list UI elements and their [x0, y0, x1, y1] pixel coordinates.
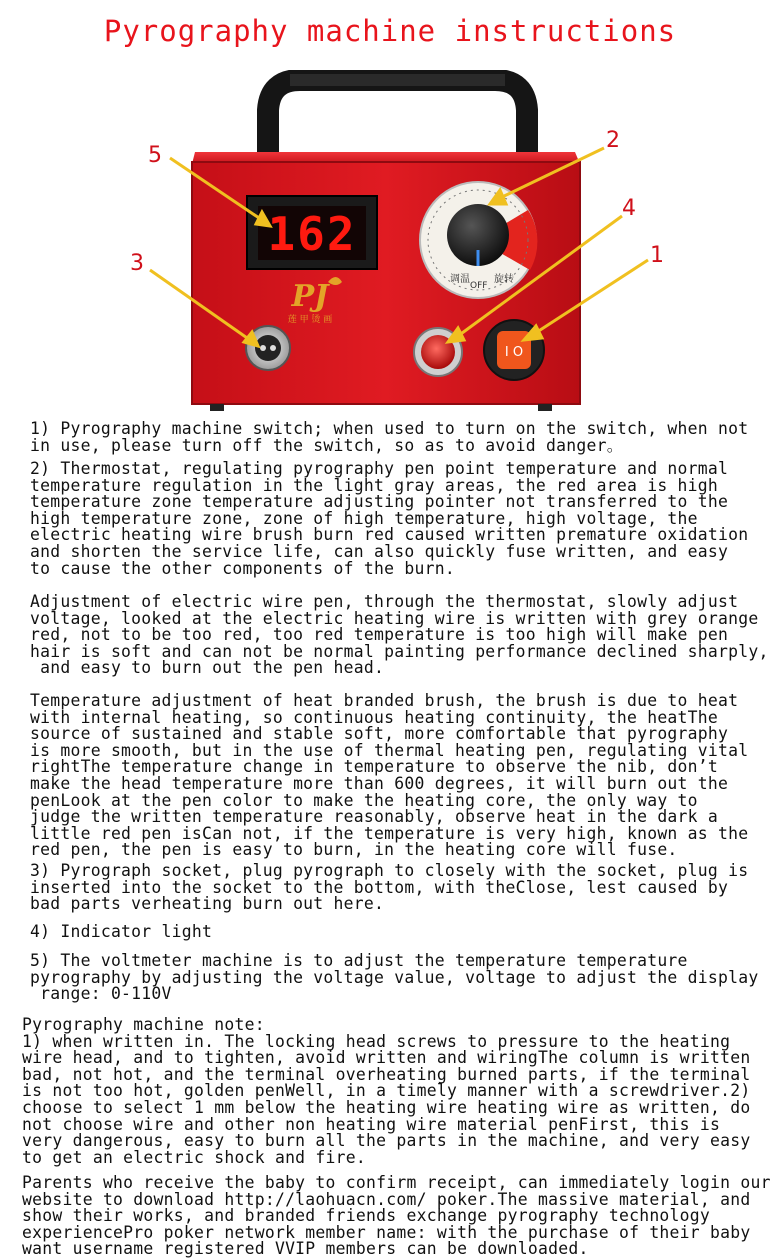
callout-number-1: 1: [650, 243, 664, 268]
paragraph-download-notice: Parents who receive the baby to confirm receipt, can immediately login our website to download http://laohuacn.com/ poker.The massive material, and show their works, and branded friends exchange pyrography technology experiencePro poker network member name: with the purchase of their baby want username registered VVIP members can be downloaded.: [22, 1173, 771, 1258]
callout-number-2: 2: [606, 128, 620, 153]
logo-subtext: 莲 甲 烫 画: [287, 315, 333, 325]
logo-text: PJ: [291, 279, 329, 314]
dial-label-right: 旋转: [494, 274, 514, 285]
dial-label-left: 调温: [450, 274, 470, 285]
callout-number-5: 5: [148, 143, 162, 168]
callout-number-4: 4: [622, 196, 636, 221]
paragraph-socket: 3) Pyrograph socket, plug pyrograph to closely with the socket, plug is inserted into the socket to the bottom, with theClose, lest caused by bad parts verheating burn out here.: [30, 861, 749, 914]
paragraph-wire-pen-adjustment: Adjustment of electric wire pen, through the thermostat, slowly adjust voltage, looked at the electric heating wire is written with grey orange red, not to be too red, too red temperature is too high will make pen hair is soft and can not be normal painting performance declined sharply, and easy to burn out the pen head.: [30, 592, 769, 678]
page-title: Pyrography machine instructions: [103, 14, 677, 48]
paragraph-indicator-light: 4) Indicator light: [30, 922, 213, 941]
pyrography-machine-illustration: [0, 70, 780, 415]
display-value: 162: [267, 207, 357, 261]
product-photo: [0, 70, 780, 415]
paragraph-machine-note: Pyrography machine note: 1) when written in. The locking head screws to pressure to the heating wire head, and to tighten, avoid written and wiringThe column is written bad, not hot, and the terminal overheating burned parts, if the terminal is not too hot, golden penWell, in a timely manner with a screwdriver.2) choose to select 1 mm below the heating wire heating wire as written, do not choose wire and other non heating wire material penFirst, this is very dangerous, easy to burn all the parts in the machine, and very easy to get an electric shock and fire.: [22, 1015, 751, 1167]
carry-handle: [268, 74, 527, 158]
voltmeter-display: [247, 196, 377, 269]
callout-number-3: 3: [130, 251, 144, 276]
paragraph-temperature-adjustment: Temperature adjustment of heat branded brush, the brush is due to heat with internal heating, so continuous heating continuity, the heatThe source of sustained and stable soft, more comfortable that pyrography is more smooth, but in the use of thermal heating pen, regulating vital rightThe temperature change in temperature to observe the nib, don’t make the head temperature more than 600 degrees, it will burn out the penLook at the pen color to make the heating core, the only way to judge the written temperature reasonably, observe heat in the dark a little red pen isCan not, if the temperature is very high, known as the red pen, the pen is easy to burn, in the heating core will fuse.: [30, 691, 749, 860]
paragraph-switch: 1) Pyrography machine switch; when used to turn on the switch, when not in use, please turn off the switch, so as to avoid danger。: [30, 419, 749, 455]
switch-mark: I O: [504, 345, 524, 360]
thermostat-knob[interactable]: [420, 182, 537, 298]
dial-label-off: OFF: [470, 281, 488, 291]
paragraph-thermostat: 2) Thermostat, regulating pyrography pen point temperature and normal temperature regulation in the light gray areas, the red area is high temperature zone temperature adjusting pointer not transferred to the high temperature zone, zone of high temperature, high voltage, the electric heating wire brush burn red caused written premature oxidation and shorten the service life, can also quickly fuse written, and easy to cause the other components of the burn.: [30, 459, 749, 578]
paragraph-voltmeter: 5) The voltmeter machine is to adjust the temperature temperature pyrography by adjusting the voltage value, voltage to adjust the display range: 0-110V: [30, 951, 759, 1004]
